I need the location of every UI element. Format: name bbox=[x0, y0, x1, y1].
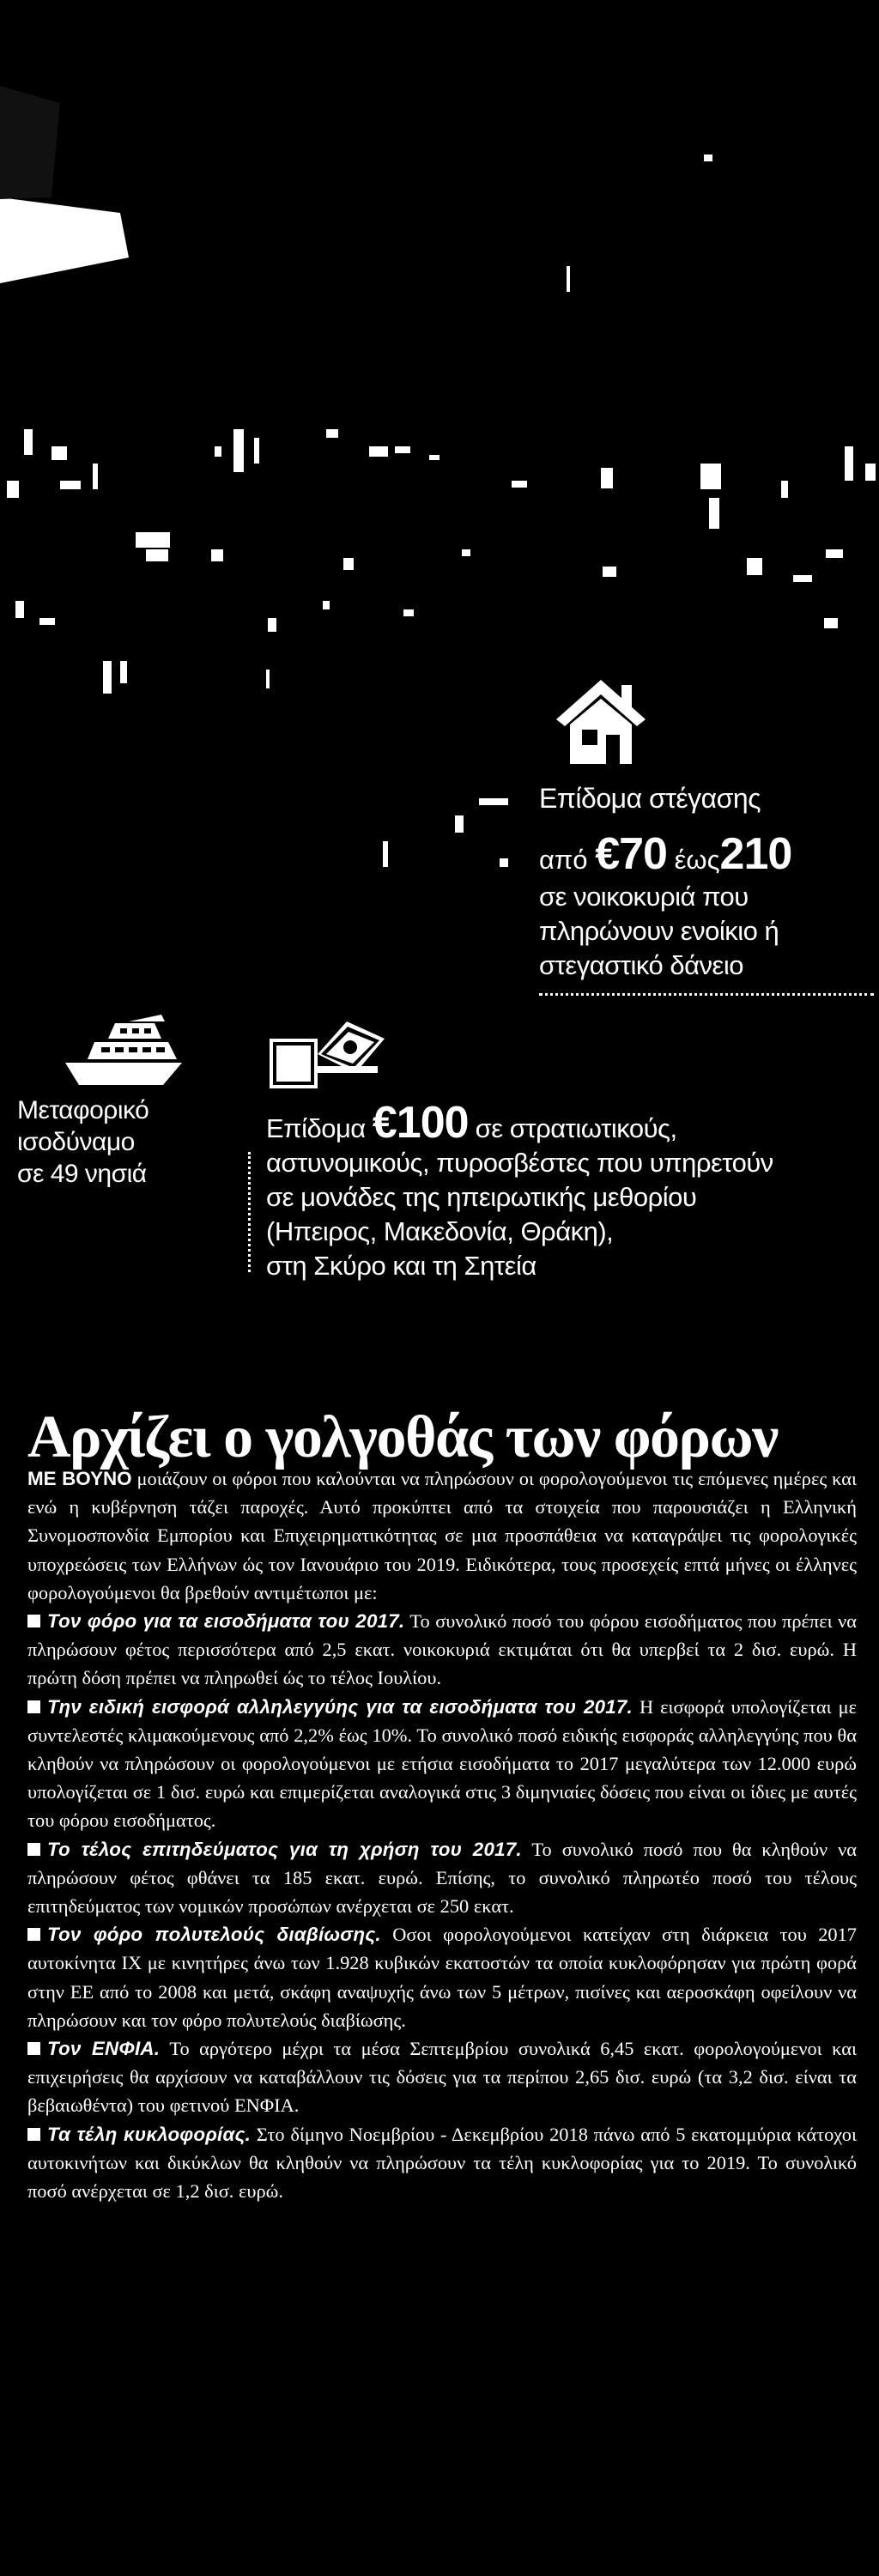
benefit-100 bbox=[266, 1098, 867, 1283]
housing-line: σε νοικοκυριά που bbox=[539, 882, 749, 912]
list-item bbox=[27, 1693, 857, 1835]
square-bullet-icon bbox=[27, 2042, 40, 2055]
square-bullet-icon bbox=[27, 1615, 40, 1627]
list-item bbox=[27, 1920, 857, 2034]
item-heading: Τα τέλη κυκλοφορίας. bbox=[47, 2123, 252, 2145]
item-text: Στο δίμηνο Νοεμβρίου - Δεκεμβρίου 2018 πάνω από 5 εκατομμύρια κάτοχοι αυτοκινήτων και δικύκλων θα κληθούν να πληρώσουν τα τέλη κυκλοφορίας για το 2019. Το συνολικό ποσό ανέρχεται σε 1,2 δισ. ευρώ. bbox=[27, 2123, 857, 2203]
square-bullet-icon bbox=[27, 1843, 40, 1856]
dotted-divider bbox=[539, 993, 874, 996]
item-heading: Τον ΕΝΦΙΑ. bbox=[47, 2038, 161, 2060]
lead-bold: ΜΕ ΒΟΥΝΟ bbox=[27, 1468, 132, 1489]
housing-line: στεγαστικό δάνειο bbox=[539, 950, 743, 980]
transport-line: ισοδύναμο bbox=[17, 1128, 135, 1156]
transport-line: Μεταφορικό bbox=[17, 1096, 149, 1124]
square-bullet-icon bbox=[27, 1700, 40, 1713]
article-headline: Αρχίζει ο γολγοθάς των φόρων bbox=[27, 1403, 778, 1470]
house-icon bbox=[549, 670, 652, 773]
housing-amount bbox=[539, 829, 865, 880]
list-item bbox=[27, 1607, 857, 1693]
article-body bbox=[27, 1464, 857, 2205]
benefit-line: σε μονάδες της ηπειρωτικής μεθορίου bbox=[266, 1182, 697, 1212]
item-heading: Την ειδική εισφορά αλληλεγγύης για τα εισοδήματα του 2017. bbox=[47, 1695, 633, 1718]
article-intro bbox=[27, 1464, 857, 1607]
list-item bbox=[27, 1835, 857, 1921]
housing-amount-from: €70 bbox=[595, 829, 667, 879]
benefit-line: αστυνομικούς, πυροσβέστες που υπηρετούν bbox=[266, 1148, 773, 1178]
list-item bbox=[27, 2120, 857, 2206]
item-heading: Το τέλος επιτηδεύματος για τη χρήση του 2017. bbox=[47, 1838, 522, 1860]
item-text: Το συνολικό ποσό του φόρου εισοδήματος που πρέπει να πληρώσουν φέτος περισσότερα από 2,5 εκατ. νοικοκυριά εκτιμάται ότι θα υπερβεί τα 2 δισ. ευρώ. Η πρώτη δόση πρέπει να πληρωθεί ώς το τέλος Ιουλίου. bbox=[27, 1610, 857, 1689]
benefit-line: στη Σκύρο και τη Σητεία bbox=[266, 1251, 536, 1281]
list-item bbox=[27, 2034, 857, 2120]
benefit-first-line bbox=[266, 1098, 867, 1148]
housing-line: πληρώνουν ενοίκιο ή bbox=[539, 916, 779, 946]
item-heading: Τον φόρο για τα εισοδήματα του 2017. bbox=[47, 1610, 405, 1633]
housing-amount-to: 210 bbox=[719, 829, 792, 879]
housing-benefit bbox=[539, 781, 865, 983]
housing-title: Επίδομα στέγασης bbox=[539, 783, 761, 814]
benefit-label: Επίδομα bbox=[266, 1113, 366, 1143]
intro-text: μοιάζουν οι φόροι που καλούνται να πληρώσουν οι φορολογούμενοι τις επόμενες ημέρες και ενώ η κυβέρνηση τάζει παροχές. Αυτό προκύπτει από τα στοιχεία που παρουσιάζει η Ελληνική Συνομοσπονδία Εμπορίου και Επιχειρηματικότητας σε μια προσπάθεια να καταγράψει τις φορολογικές υποχρεώσεις των Ελλήνων ώς τον Ιανουάριο του 2019. Ειδικότερα, τους προσεχείς επτά μήνες οι έλληνες φορολογούμενοι θα βρεθούν αντιμέτωποι με: bbox=[27, 1468, 857, 1603]
housing-prefix: από bbox=[539, 845, 588, 875]
ship-icon bbox=[62, 1013, 199, 1090]
item-text: Το αργότερο μέχρι τα μέσα Σεπτεμβρίου συνολικά 6,45 εκατ. φορολογούμενοι και επιχειρήσεις θα αρχίσουν να καταβάλλουν τις δόσεις για τα περίπου 2,65 δισ. ευρώ (τα 3,2 δισ. είναι τα βεβαιωθέντα) του φετινού ΕΝΦΙΑ. bbox=[27, 2038, 857, 2117]
benefit-line: (Ηπειρος, Μακεδονία, Θράκη), bbox=[266, 1216, 614, 1246]
benefit-amount: €100 bbox=[372, 1098, 469, 1148]
dotted-vertical-divider bbox=[248, 1152, 251, 1272]
transport-equivalent bbox=[17, 1094, 232, 1190]
square-bullet-icon bbox=[27, 1928, 40, 1941]
item-text: Οσοι φορολογούμενοι κατείχαν στη διάρκεια του 2017 αυτοκίνητα ΙΧ με κινητήρες άνω των 1.928 κυβικών εκατοστών τα οποία κυκλοφόρησαν για πρώτη φορά στην ΕΕ από το 2008 και μετά, σκάφη αναψυχής άνω των 5 μέτρων, πισίνες και αεροσκάφη οφείλουν να πληρώσουν και τον φόρο πολυτελούς διαβίωσης. bbox=[27, 1924, 857, 2031]
money-icon bbox=[268, 1013, 388, 1090]
housing-between: έως bbox=[674, 845, 720, 875]
item-text: Η εισφορά υπολογίζεται με συντελεστές κλιμακούμενους από 2,2% έως 10%. Το συνολικό ποσό ειδικής εισφοράς αλληλεγγύης που θα κληθούν να πληρώσουν οι φορολογούμενοι με ετήσια εισοδήματα το 2017 μεγαλύτερα των 12.000 ευρώ υπολογίζεται σε 1 δισ. ευρώ και επιμερίζεται αναλογικά στις 3 διμηνιαίες δόσεις που είναι οι ίδιες με αυτές του φόρου εισοδήματος. bbox=[27, 1695, 857, 1832]
item-text: Το συνολικό ποσό που θα κληθούν να πληρώσουν φέτος φθάνει τα 185 εκατ. ευρώ. Επίσης, το συνολικό πληρωτέο ποσό του τέλους επιτηδεύματος των νομικών προσώπων ανέρχεται σε 250 εκατ. bbox=[27, 1838, 857, 1918]
benefit-line1-rest: σε στρατιωτικούς, bbox=[475, 1113, 677, 1143]
item-heading: Τον φόρο πολυτελούς διαβίωσης. bbox=[47, 1924, 381, 1946]
transport-line: σε 49 νησιά bbox=[17, 1160, 147, 1188]
square-bullet-icon bbox=[27, 2128, 40, 2141]
